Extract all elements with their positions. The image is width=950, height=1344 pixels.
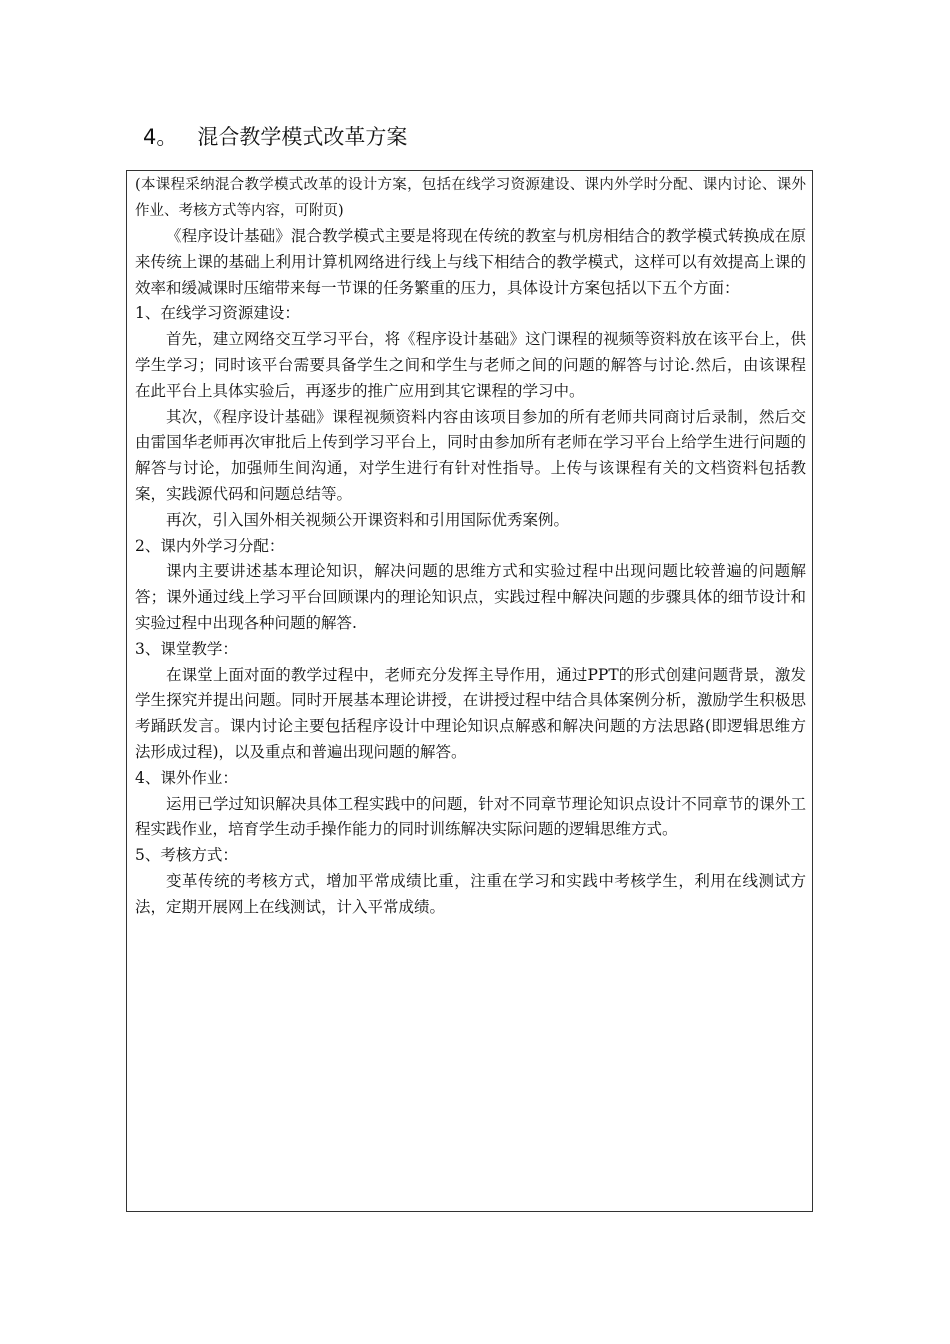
section-4-title: 4、课外作业： xyxy=(135,768,238,787)
section-1-title: 1、在线学习资源建设： xyxy=(135,304,300,323)
section-5-paragraph-1: 变革传统的考核方式，增加平常成绩比重，注重在学习和实践中考核学生，利用在线测试方法，定期开展网上在线测试，计入平常成绩。 xyxy=(135,871,806,916)
section-2-title: 2、课内外学习分配： xyxy=(135,536,285,555)
form-content xyxy=(135,173,806,921)
intro-paragraph: 《程序设计基础》混合教学模式主要是将现在传统的教室与机房相结合的教学模式转换成在原来传统上课的基础上利用计算机网络进行线上与线下相结合的教学模式，这样可以有效提高上课的效率和缓减课时压缩带来每一节课的任务繁重的压力，具体设计方案包括以下五个方面： xyxy=(135,227,806,297)
section-1-paragraph-3: 再次，引入国外相关视频公开课资料和引用国际优秀案例。 xyxy=(166,510,570,529)
section-3-title: 3、课堂教学： xyxy=(135,639,238,658)
form-box xyxy=(126,170,813,1212)
section-number: 4。 xyxy=(143,125,178,149)
section-heading xyxy=(143,122,407,152)
section-1-paragraph-1: 首先，建立网络交互学习平台，将《程序设计基础》这门课程的视频等资料放在该平台上，供学生学习；同时该平台需要具备学生之间和学生与老师之间的问题的解答与讨论.然后，由该课程在此平台上具体实验后，再逐步的推广应用到其它课程的学习中。 xyxy=(135,330,806,400)
section-1-paragraph-2: 其次，《程序设计基础》课程视频资料内容由该项目参加的所有老师共同商讨后录制，然后交由雷国华老师再次审批后上传到学习平台上，同时由参加所有老师在学习平台上给学生进行问题的解答与讨论，加强师生间沟通，对学生进行有针对性指导。上传与该课程有关的文档资料包括教案，实践源代码和问题总结等。 xyxy=(135,407,806,503)
section-5-title: 5、考核方式： xyxy=(135,846,238,865)
form-note: (本课程采纳混合教学模式改革的设计方案，包括在线学习资源建设、课内外学时分配、课内讨论、课外作业、考核方式等内容，可附页) xyxy=(135,177,806,219)
section-title: 混合教学模式改革方案 xyxy=(197,125,408,149)
section-2-paragraph-1: 课内主要讲述基本理论知识，解决问题的思维方式和实验过程中出现问题比较普遍的问题解答；课外通过线上学习平台回顾课内的理论知识点，实践过程中解决问题的步骤具体的细节设计和实验过程中出现各种问题的解答. xyxy=(135,562,806,632)
section-4-paragraph-1: 运用已学过知识解决具体工程实践中的问题，针对不同章节理论知识点设计不同章节的课外工程实践作业，培育学生动手操作能力的同时训练解决实际问题的逻辑思维方式。 xyxy=(135,794,806,839)
section-3-paragraph-1: 在课堂上面对面的教学过程中，老师充分发挥主导作用，通过PPT的形式创建问题背景，激发学生探究并提出问题。同时开展基本理论讲授，在讲授过程中结合具体案例分析，激励学生积极思考踊跃发言。课内讨论主要包括程序设计中理论知识点解惑和解决问题的方法思路(即逻辑思维方法形成过程)，以及重点和普遍出现问题的解答。 xyxy=(135,665,806,761)
